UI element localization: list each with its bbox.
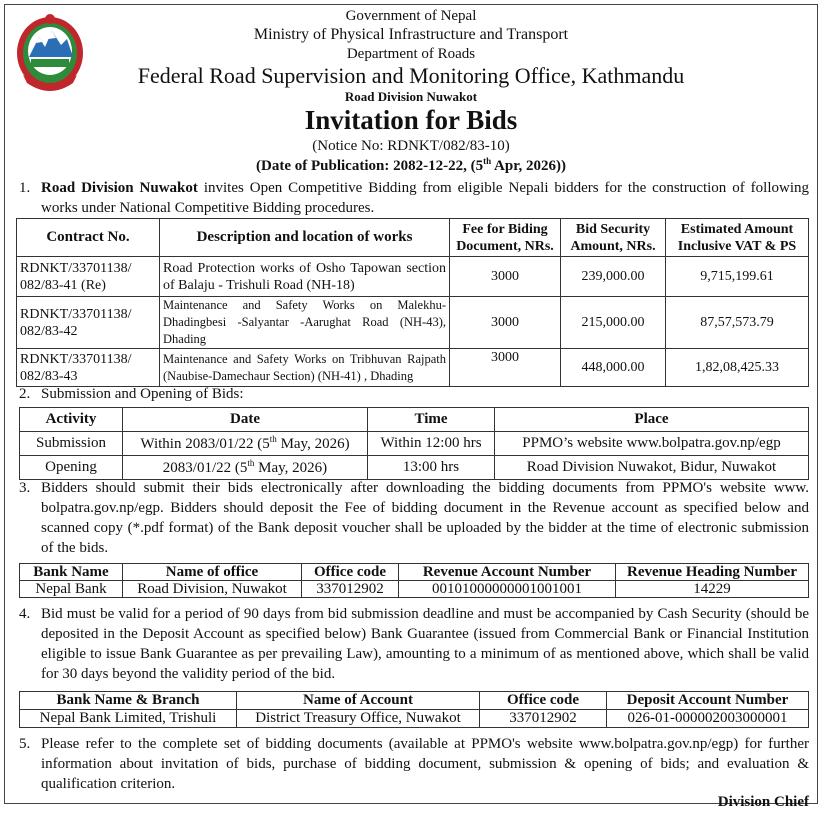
- deposit-account-table: Bank Name & Branch Name of Account Office code Deposit Account Number Nepal Bank Limited, Trishuli District Treasury Office, Nuwakot 337012902 026-01-000002003000001: [19, 691, 809, 728]
- paragraph-1: 1. Road Division Nuwakot invites Open Competitive Bidding from eligible Nepali bidders for the construction of following works under National Competitive Bidding procedures.: [19, 180, 809, 216]
- col-contract-no: Contract No.: [17, 219, 160, 257]
- col-description: Description and location of works: [160, 219, 450, 257]
- notice-number: (Notice No: RDNKT/082/83-10): [312, 138, 510, 154]
- signature-title: Division Chief: [717, 794, 809, 810]
- paragraph-2: 2. Submission and Opening of Bids:: [19, 386, 244, 402]
- publication-date: (Date of Publication: 2082-12-22, (5th Apr, 2026)): [256, 156, 566, 174]
- table-row: Submission Within 2083/01/22 (5th May, 2026) Within 12:00 hrs PPMO’s website www.bolpatra.gov.np/egp: [20, 432, 809, 456]
- table-row: RDNKT/33701138/ 082/83-42 Maintenance and Safety Works on Malekhu- Dhadingbesi -Salyantar -Aarughat Road (NH-43), Dhading 3000 215,000.00 87,57,573.79: [17, 297, 809, 349]
- schedule-table: Activity Date Time Place Submission Within 2083/01/22 (5th May, 2026) Within 12:00 hrs PPMO’s website www.bolpatra.gov.np/egp Opening 2083/01/22 (5th May, 2026) 13:00 hrs Road Division Nuwakot, Bidur, Nuwakot: [19, 407, 809, 480]
- table-row: RDNKT/33701138/ 082/83-41 (Re) Road Protection works of Osho Tapowan section of Balaju - Trishuli Road (NH-18) 3000 239,000.00 9,715,199.61: [17, 257, 809, 297]
- office-heading: Federal Road Supervision and Monitoring Office, Kathmandu: [137, 63, 685, 88]
- col-fee: Fee for Biding Document, NRs.: [450, 219, 561, 257]
- department-heading: Department of Roads: [346, 46, 476, 62]
- col-security: Bid Security Amount, NRs.: [561, 219, 666, 257]
- paragraph-3: 3. Bidders should submit their bids electronically after downloading the bidding documents from PPMO's website www. bolpatra.gov.np/egp. Bidders should deposit the Fee of bidding document in the Revenue account as specified below and scanned copy (*.pdf format) of the Bank deposit voucher shall be uploaded by the bidder at the time of electronic submission of the bids.: [19, 480, 809, 556]
- notice-page: [4, 4, 818, 810]
- table-row: Nepal Bank Limited, Trishuli District Treasury Office, Nuwakot 337012902 026-01-000002003000001: [20, 710, 809, 728]
- table-row: Nepal Bank Road Division, Nuwakot 337012902 00101000000001001001 14229: [20, 581, 809, 598]
- paragraph-5: 5. Please refer to the complete set of bidding documents (available at PPMO's website www.bolpatra.gov.np/egp) for further information about invitation of bids, purchase of bidding document, submission & opening of bids; and evaluation & qualification criterion.: [19, 736, 809, 792]
- contracts-table: [16, 218, 809, 387]
- page-title: Invitation for Bids: [304, 105, 518, 135]
- table-row: RDNKT/33701138/ 082/83-43 Maintenance and Safety Works on Tribhuvan Rajpath (Naubise-Damechaur Section) (NH-41) , Dhading 3000 448,000.00 1,82,08,425.33: [17, 349, 809, 387]
- gov-heading: Government of Nepal: [345, 8, 477, 24]
- col-estimate: Estimated Amount Inclusive VAT & PS: [666, 219, 809, 257]
- table-row: Opening 2083/01/22 (5th May, 2026) 13:00 hrs Road Division Nuwakot, Bidur, Nuwakot: [20, 456, 809, 480]
- revenue-account-table: Bank Name Name of office Office code Revenue Account Number Revenue Heading Number Nepal Bank Road Division, Nuwakot 337012902 00101000000001001001 14229: [19, 563, 809, 598]
- division-heading: Road Division Nuwakot: [344, 89, 478, 104]
- paragraph-4: 4. Bid must be valid for a period of 90 days from bid submission deadline and must be accompanied by Cash Security (should be deposited in the Deposit Account as specified below) Bank Guarantee (issued from Commercial Bank or Financial Institution eligible to issue Bank Guarantee as per prevailing Law), amounting to a minimum of as mentioned above, which shall be valid for 30 days beyond the validity period of the bid.: [19, 606, 809, 682]
- ministry-heading: Ministry of Physical Infrastructure and Transport: [253, 26, 569, 43]
